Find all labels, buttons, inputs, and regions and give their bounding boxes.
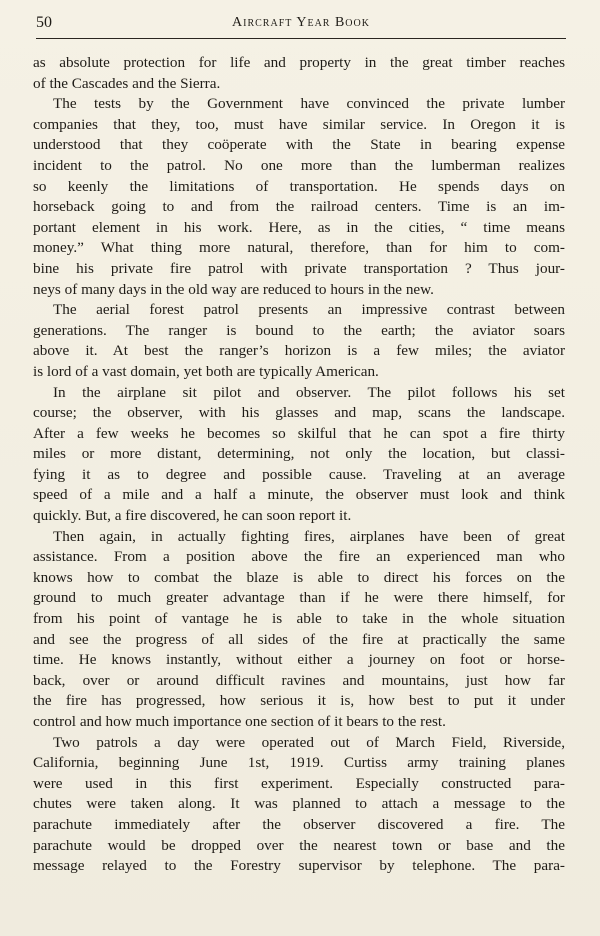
text-line: parachute would be dropped over the nearest town or base and the [33, 836, 565, 854]
text-line: understood that they coöperate with the State in bearing expense [33, 136, 565, 154]
text-line: miles or more distant, determining, not only the location, but classi- [33, 445, 565, 463]
text-line: bine his private fire patrol with private transportation ? Thus jour- [33, 259, 565, 277]
text-line: quickly. But, a fire discovered, he can soon report it. [33, 507, 352, 525]
text-line: In the airplane sit pilot and observer. The pilot follows his set [53, 383, 565, 401]
text-line: Two patrols a day were operated out of March Field, Riverside, [53, 733, 565, 751]
text-line: were used in this first experiment. Especially constructed para- [33, 774, 565, 792]
text-line: portant element in his work. Here, as in the cities, “ time means [33, 218, 565, 236]
text-line: Then again, in actually fighting fires, airplanes have been of great [53, 527, 565, 545]
text-line: so keenly the limitations of transportation. He spends days on [33, 177, 565, 195]
text-line: parachute immediately after the observer discovered a fire. The [33, 815, 565, 833]
text-line: The aerial forest patrol presents an impressive contrast between [53, 301, 565, 319]
text-line: from his point of vantage he is able to take in the whole situation [33, 610, 565, 628]
text-line: back, over or around difficult ravines and mountains, just how far [33, 671, 565, 689]
page-header [36, 10, 566, 39]
text-line: time. He knows instantly, without either a journey on foot or horse- [33, 651, 565, 669]
text-line: incident to the patrol. No one more than the lumberman realizes [33, 156, 565, 174]
text-line: course; the observer, with his glasses and map, scans the landscape. [33, 404, 565, 422]
text-line: the fire has progressed, how serious it is, how best to put it under [33, 692, 565, 710]
text-line: speed of a mile and a half a minute, the observer must look and think [33, 486, 565, 504]
text-line: generations. The ranger is bound to the earth; the aviator soars [33, 321, 565, 339]
text-line: The tests by the Government have convinced the private lumber [53, 95, 565, 113]
text-line: message relayed to the Forestry supervisor by telephone. The para- [33, 857, 565, 875]
text-line: of the Cascades and the Sierra. [33, 74, 221, 92]
text-line: knows how to combat the blaze is able to direct his forces on the [33, 568, 565, 586]
text-line: control and how much importance one section of it bears to the rest. [33, 713, 446, 730]
running-head: Aircraft Year Book [232, 15, 370, 30]
text-line: chutes were taken along. It was planned to attach a message to the [33, 795, 565, 813]
text-line: fying it as to degree and possible cause. Traveling at an average [33, 465, 565, 483]
text-line: as absolute protection for life and property in the great timber reaches [33, 54, 565, 71]
text-line: assistance. From a position above the fire an experienced man who [33, 548, 565, 566]
text-line: above it. At best the ranger’s horizon is a few miles; the aviator [33, 342, 565, 360]
text-line: After a few weeks he becomes so skilful that he can spot a fire thirty [33, 424, 565, 442]
text-line: neys of many days in the old way are reduced to hours in the new. [33, 280, 434, 298]
body-text [33, 53, 565, 877]
text-line: California, beginning June 1st, 1919. Curtiss army training planes [33, 754, 565, 772]
text-line: ground to much greater advantage than if he were there himself, for [33, 589, 565, 607]
text-line: and see the progress of all sides of the fire at practically the same [33, 630, 565, 648]
text-line: horseback going to and from the railroad centers. Time is an im- [33, 198, 565, 216]
text-line: is lord of a vast domain, yet both are typically American. [33, 362, 379, 380]
text-line: companies that they, too, must have similar service. In Oregon it is [33, 115, 565, 133]
text-line: money.” What thing more natural, therefore, than for him to com- [33, 239, 565, 257]
page-number: 50 [36, 14, 52, 31]
